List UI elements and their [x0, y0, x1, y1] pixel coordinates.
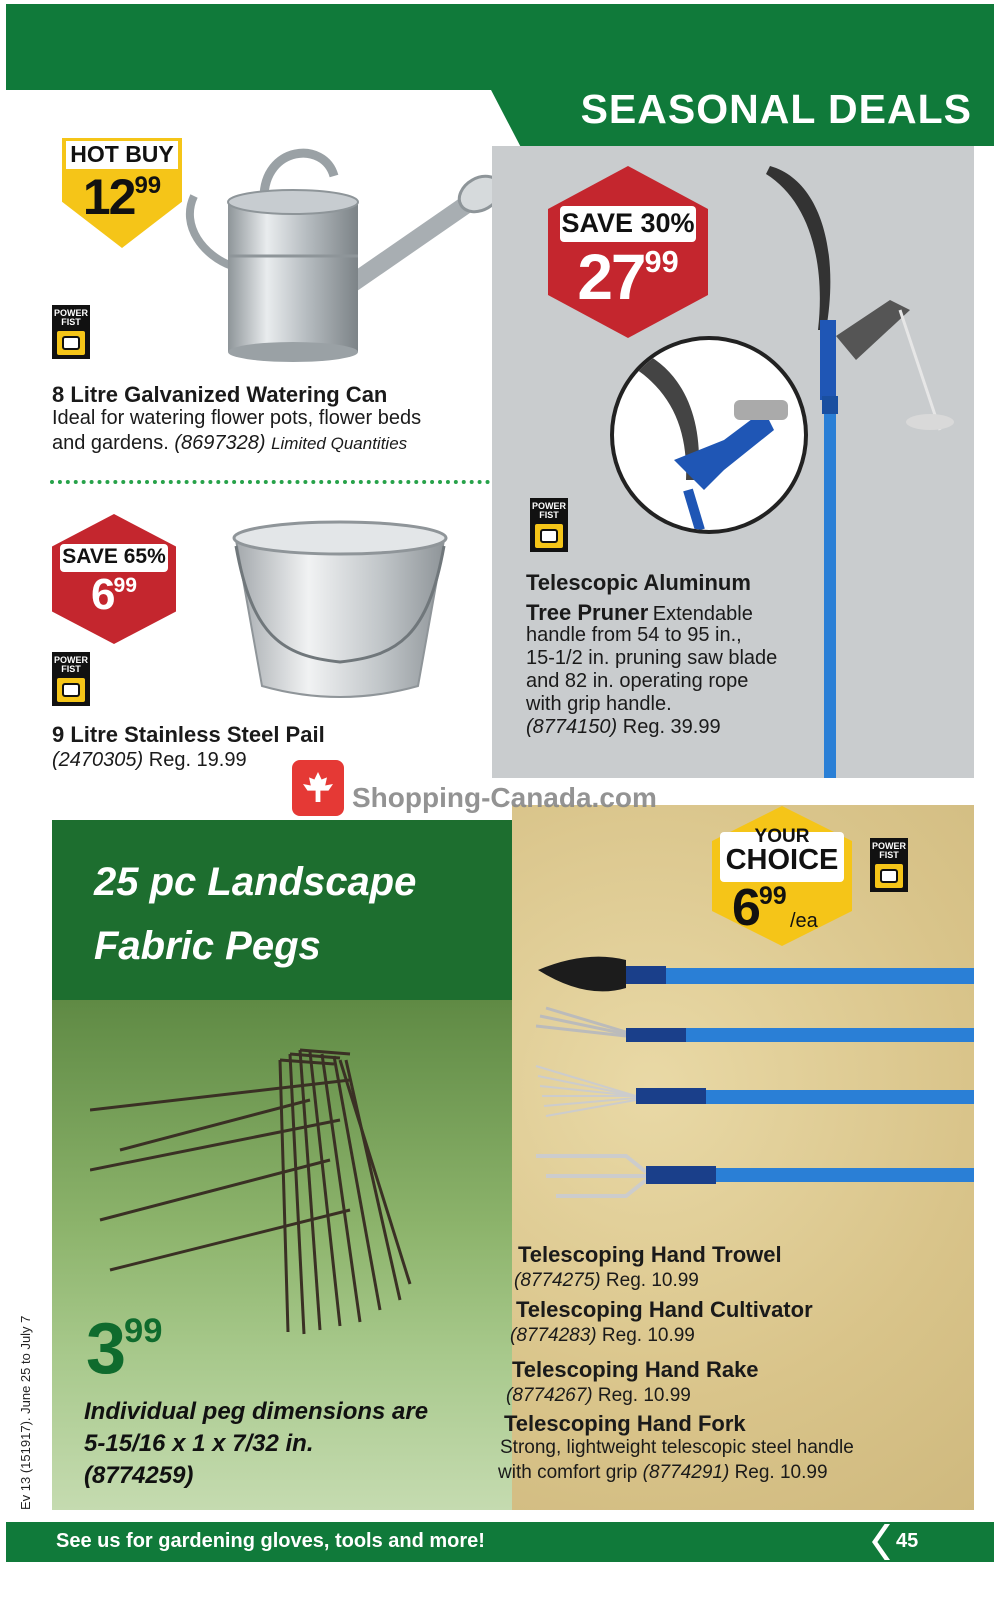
page-title: SEASONAL DEALS	[580, 86, 972, 132]
pruner-price: $27^{99}$	[577, 241, 679, 313]
watering-can-image	[184, 136, 514, 364]
hand-tools-price: $6^{99}$	[732, 879, 787, 937]
save-65-label: SAVE 65%	[62, 545, 166, 568]
save-30-label: SAVE 30%	[561, 208, 695, 238]
save-30-badge	[548, 166, 708, 338]
pail-price: $6^{99}$	[91, 570, 137, 619]
hand-tools-unit: /ea	[790, 910, 818, 932]
tool-sku-fork: with comfort grip (8774291) Reg. 10.99	[498, 1462, 828, 1483]
your-choice-label-line1: YOUR	[754, 826, 810, 847]
hot-buy-badge	[62, 138, 182, 248]
tool-sku-rake: (8774267) Reg. 10.99	[506, 1385, 691, 1406]
pail-title: 9 Litre Stainless Steel Pail	[52, 722, 325, 747]
landscape-pegs-image	[90, 1040, 430, 1340]
pruner-title-line1: Telescopic Aluminum	[526, 570, 751, 595]
flyer-edition-text: Ev 13 (151917). June 25 to July 7	[18, 1315, 33, 1510]
power-fist-logo: POWER FIST	[52, 652, 90, 706]
header-bar	[6, 4, 994, 90]
tool-sku-trowel: (8774275) Reg. 10.99	[514, 1270, 699, 1291]
pruner-title-line2: Tree Pruner Extendable	[526, 600, 753, 625]
power-fist-logo: POWER FIST	[530, 498, 568, 552]
hand-tools-image	[526, 940, 974, 1210]
tool-title-rake: Telescoping Hand Rake	[512, 1357, 759, 1382]
watering-can-title: 8 Litre Galvanized Watering Can	[52, 382, 388, 407]
watering-can-desc: Ideal for watering flower pots, flower beds and gardens. (8697328) Limited Quantities	[52, 407, 422, 454]
power-fist-logo: POWER FIST	[52, 305, 90, 359]
watering-can-price: $12^{99}$	[82, 169, 162, 225]
pail-image	[222, 516, 460, 712]
tool-title-cultivator: Telescoping Hand Cultivator	[516, 1297, 813, 1322]
tool-sku-cultivator: (8774283) Reg. 10.99	[510, 1325, 695, 1346]
tool-title-trowel: Telescoping Hand Trowel	[518, 1242, 782, 1267]
save-65-badge	[52, 514, 176, 644]
pegs-price: $3^{99}$	[86, 1309, 163, 1389]
section-divider	[50, 480, 498, 484]
footer-text: See us for gardening gloves, tools and more!	[56, 1530, 485, 1552]
pail-desc: (2470305) Reg. 19.99	[52, 749, 247, 771]
your-choice-label-line2: CHOICE	[725, 844, 839, 876]
hot-buy-label: HOT BUY	[70, 141, 174, 167]
tool-desc-fork: Strong, lightweight telescopic steel handle	[500, 1437, 854, 1458]
power-fist-logo: POWER FIST	[870, 838, 908, 892]
your-choice-badge	[712, 806, 852, 946]
pegs-title: 25 pc Landscape Fabric Pegs	[94, 860, 417, 968]
pegs-desc: Individual peg dimensions are 5-15/16 x 1 x 7/32 in. (8774259)	[84, 1398, 429, 1489]
watermark-text: Shopping-Canada.com	[352, 782, 657, 813]
tool-title-fork: Telescoping Hand Fork	[504, 1411, 746, 1436]
page-number: 45	[896, 1530, 919, 1552]
pruner-detail-circle	[610, 336, 808, 534]
pruner-desc: handle from 54 to 95 in., 15-1/2 in. pruning saw blade and 82 in. operating rope with grip handle. (8774150) Reg. 39.99	[526, 624, 778, 738]
